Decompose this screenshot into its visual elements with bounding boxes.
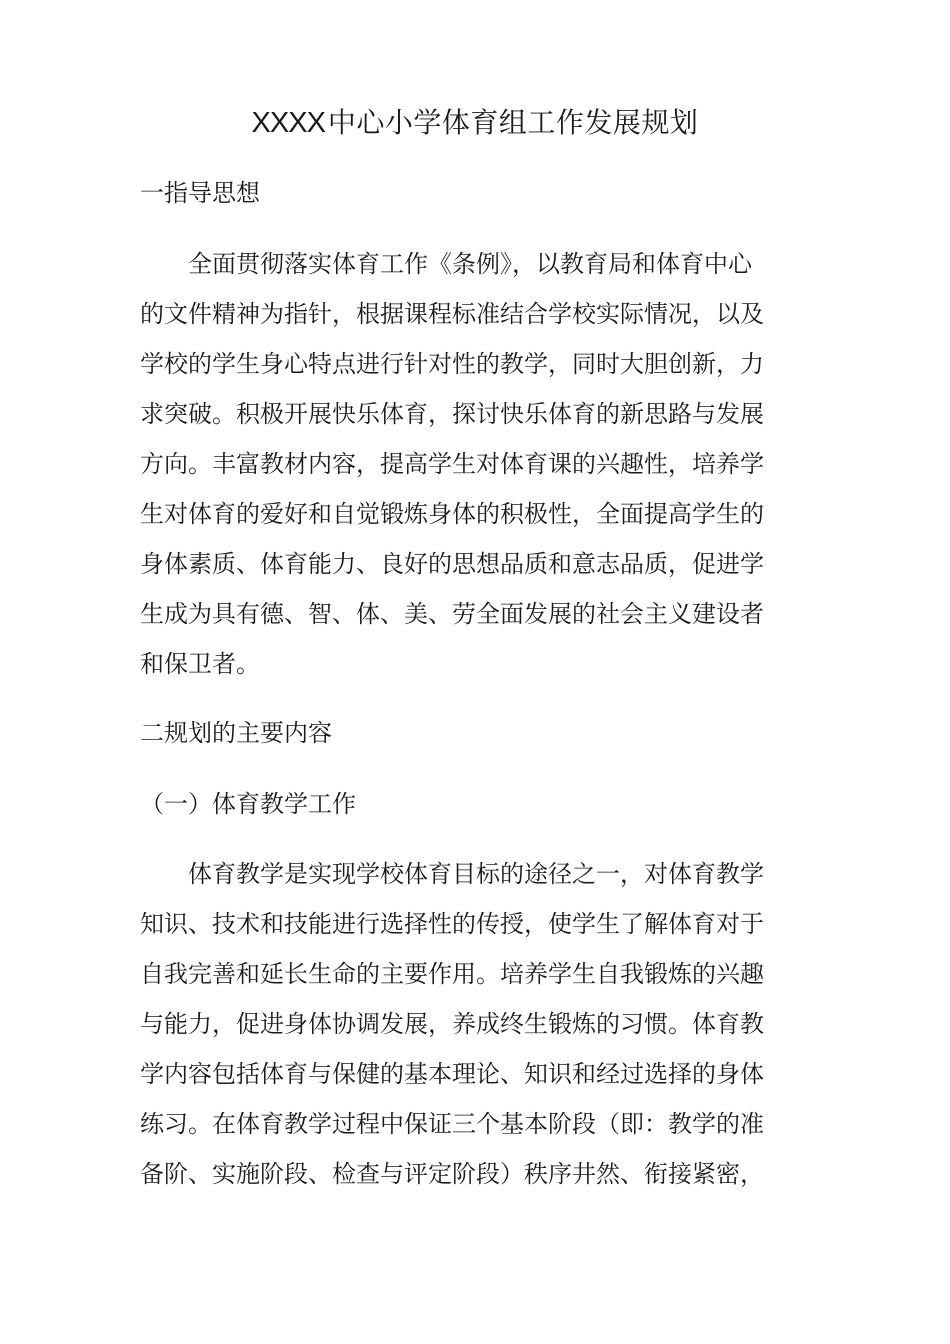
paragraph-line: 学校的学生身心特点进行针对性的教学，同时大胆创新，力 — [140, 350, 764, 378]
title-prefix: XXXX — [251, 107, 325, 139]
paragraph-line: 知识、技术和技能进行选择性的传授，使学生了解体育对于 — [140, 910, 764, 938]
paragraph-line: 生对体育的爱好和自觉锻炼身体的积极性，全面提高学生的 — [140, 500, 764, 528]
paragraph-line: 身体素质、体育能力、良好的思想品质和意志品质，促进学 — [140, 550, 764, 578]
paragraph-line: 方向。丰富教材内容，提高学生对体育课的兴趣性，培养学 — [140, 450, 764, 478]
paragraph-line: 全面贯彻落实体育工作《条例》，以教育局和体育中心 — [140, 250, 752, 278]
title-text: 中心小学体育组工作发展规划 — [327, 106, 699, 139]
paragraph-guiding-ideology — [140, 239, 820, 689]
paragraph-line: 求突破。积极开展快乐体育，探讨快乐体育的新思路与发展 — [140, 400, 764, 428]
paragraph-line: 和保卫者。 — [140, 650, 260, 678]
paragraph-line: 自我完善和延长生命的主要作用。培养学生自我锻炼的兴趣 — [140, 960, 764, 988]
paragraph-line: 与能力，促进身体协调发展，养成终生锻炼的习惯。体育教 — [140, 1010, 764, 1038]
section-heading-main-content: 二规划的主要内容 — [140, 719, 332, 747]
paragraph-line: 学内容包括体育与保健的基本理论、知识和经过选择的身体 — [140, 1060, 764, 1088]
subsection-heading-pe-teaching: （一）体育教学工作 — [140, 790, 356, 818]
paragraph-pe-teaching — [140, 849, 820, 1199]
document-title — [0, 101, 950, 145]
paragraph-line: 生成为具有德、智、体、美、劳全面发展的社会主义建设者 — [140, 600, 764, 628]
paragraph-line: 备阶、实施阶段、检查与评定阶段）秩序井然、衔接紧密， — [140, 1160, 764, 1188]
paragraph-line: 体育教学是实现学校体育目标的途径之一，对体育教学 — [140, 860, 764, 888]
paragraph-line: 的文件精神为指针，根据课程标准结合学校实际情况，以及 — [140, 300, 764, 328]
section-heading-guiding-ideology: 一指导思想 — [140, 179, 260, 207]
paragraph-line: 练习。在体育教学过程中保证三个基本阶段（即：教学的准 — [140, 1110, 764, 1138]
